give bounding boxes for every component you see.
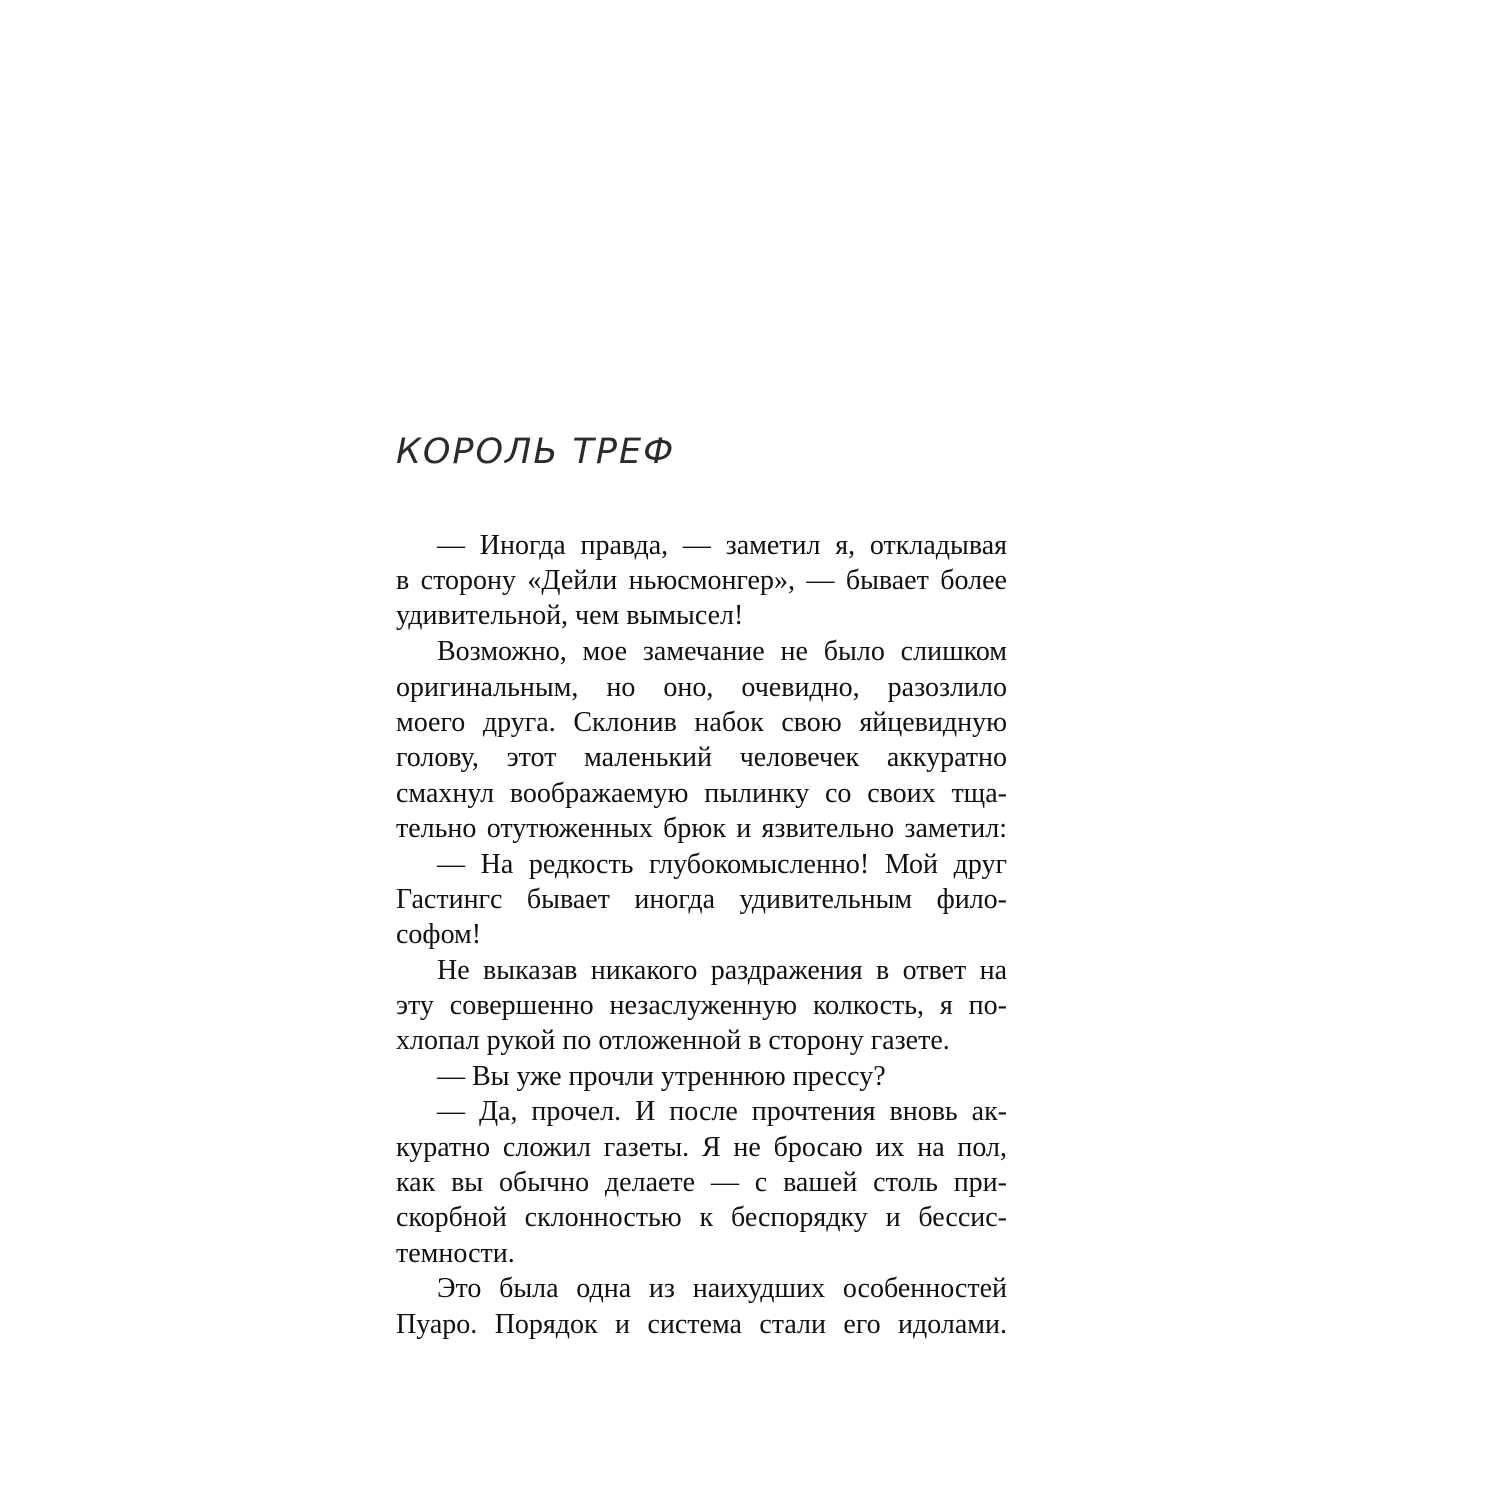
text-line: как вы обычно делаете — с вашей столь при- — [396, 1167, 1007, 1198]
text-line: смахнул воображаемую пылинку со своих тща- — [396, 778, 1007, 809]
text-line: темности. — [396, 1238, 515, 1269]
text-line: Не выказав никакого раздражения в ответ на — [437, 955, 1007, 986]
text-line: — На редкость глубокомысленно! Мой друг — [437, 849, 1007, 880]
text-line: Это была одна из наихудших особенностей — [437, 1273, 1007, 1304]
text-line: удивительной, чем вымысел! — [396, 600, 744, 631]
text-line: софом! — [396, 919, 482, 950]
text-line: эту совершенно незаслуженную колкость, я по- — [396, 990, 1007, 1021]
text-line: голову, этот маленький человечек аккуратно — [396, 742, 1007, 773]
text-line: Пуаро. Порядок и система стали его идолами. — [396, 1309, 1007, 1340]
chapter-title: КОРОЛЬ ТРЕФ — [396, 432, 676, 472]
text-line: — Вы уже прочли утреннюю прессу? — [437, 1061, 886, 1092]
text-line: — Да, прочел. И после прочтения вновь ак- — [437, 1096, 1007, 1127]
text-line: оригинальным, но оно, очевидно, разозлило — [396, 672, 1007, 703]
text-line: Гастингс бывает иногда удивительным фило- — [396, 884, 1007, 915]
text-line: моего друга. Склонив набок свою яйцевидную — [396, 707, 1007, 738]
text-line: хлопал рукой по отложенной в сторону газете. — [396, 1025, 950, 1056]
text-line: куратно сложил газеты. Я не бросаю их на пол, — [396, 1132, 1007, 1163]
text-line: тельно отутюженных брюк и язвительно заметил: — [396, 813, 1007, 844]
text-line: Возможно, мое замечание не было слишком — [437, 636, 1007, 667]
text-line: — Иногда правда, — заметил я, откладывая — [437, 530, 1007, 561]
text-line: скорбной склонностью к беспорядку и бессис- — [396, 1202, 1007, 1233]
text-line: в сторону «Дейли ньюсмонгер», — бывает более — [396, 565, 1007, 596]
